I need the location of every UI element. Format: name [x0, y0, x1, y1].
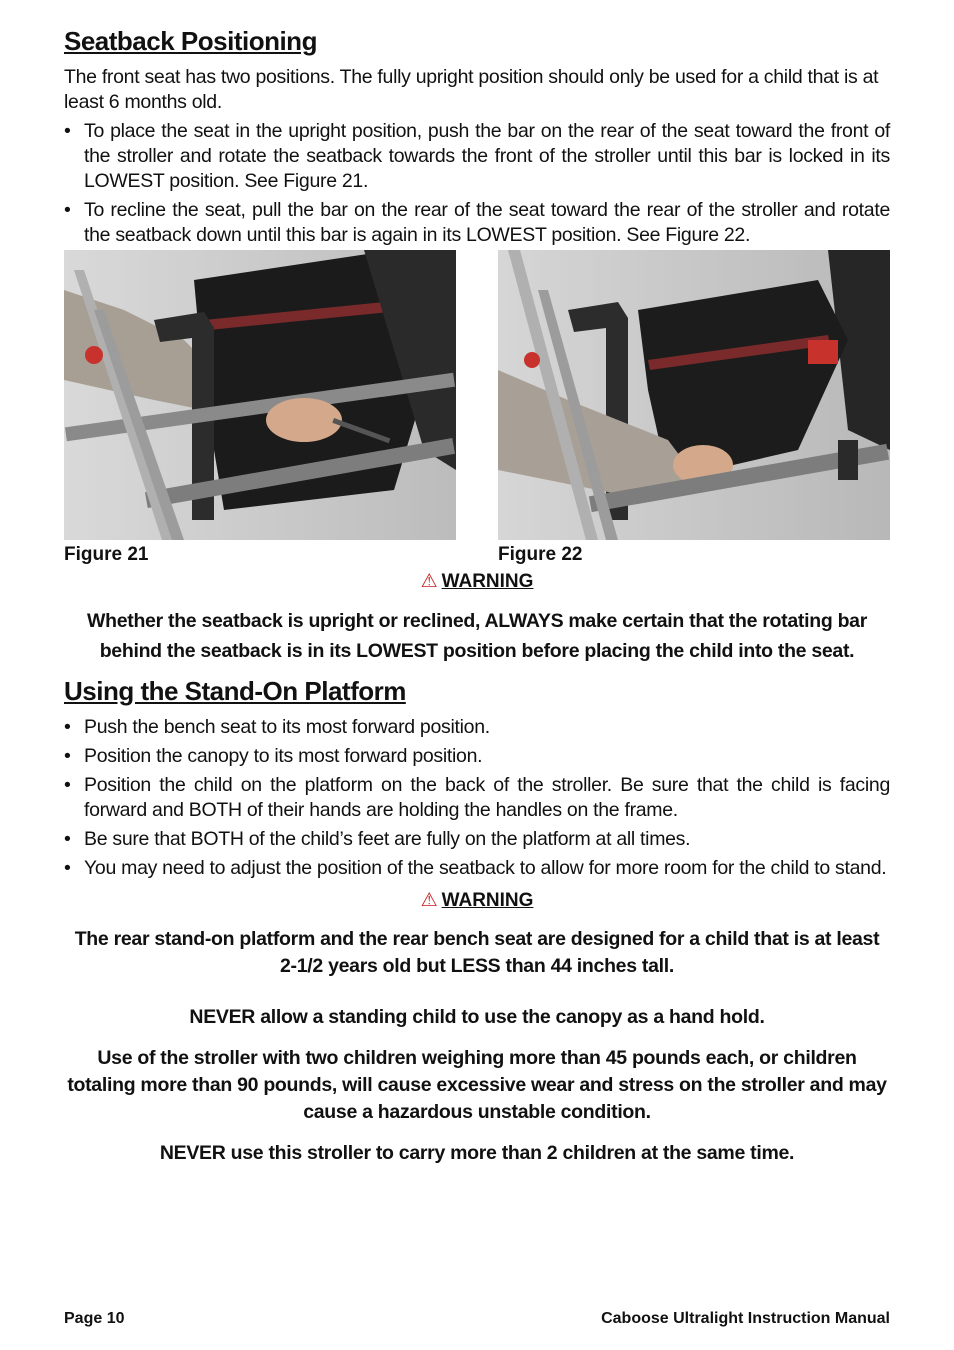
figure-21-photo: [64, 250, 456, 540]
figure-22-caption: Figure 22: [498, 544, 583, 565]
manual-page: [64, 26, 890, 1181]
warning-triangle-icon: ⚠: [420, 890, 438, 911]
figure-22-photo: [498, 250, 890, 540]
warning-heading-2: ⚠ WARNING: [420, 890, 534, 911]
figure-21-caption: Figure 21: [64, 544, 149, 565]
seatback-bullet-list: [64, 119, 890, 248]
section-title-seatback: Seatback Positioning: [64, 26, 317, 56]
figure-row: [64, 250, 890, 580]
warning-triangle-icon: ⚠: [420, 571, 438, 592]
list-item: • To place the seat in the upright position, push the bar on the rear of the seat toward the front of the stroller and rotate the seatback towards the front of the stroller until this bar is locked in its LOWEST position. See Figure 21.: [64, 120, 890, 192]
page-number: Page 10: [64, 1310, 125, 1327]
warning-text-1: Whether the seatback is upright or reclined, ALWAYS make certain that the rotating bar behind the seatback is in its LOWEST position before placing the child into the seat.: [86, 610, 868, 662]
warning-paragraph: Use of the stroller with two children weighing more than 45 pounds each, or children totaling more than 90 pounds, will cause excessive wear and stress on the stroller and may cause a hazardous unstable condition.: [67, 1047, 887, 1123]
list-item: • Position the child on the platform on the back of the stroller. Be sure that the child is facing forward and BOTH of their hands are holding the handles on the frame.: [64, 774, 890, 821]
warning-paragraph: NEVER allow a standing child to use the canopy as a hand hold.: [189, 1006, 765, 1028]
seatback-intro: The front seat has two positions. The fully upright position should only be used for a child that is at least 6 months old.: [64, 66, 879, 113]
warning-paragraph: NEVER use this stroller to carry more than 2 children at the same time.: [159, 1142, 795, 1164]
list-item: • Be sure that BOTH of the child’s feet are fully on the platform at all times.: [64, 828, 691, 850]
section-title-platform: Using the Stand-On Platform: [64, 676, 406, 706]
manual-title: Caboose Ultralight Instruction Manual: [601, 1310, 890, 1327]
list-item: • Push the bench seat to its most forward position.: [64, 716, 490, 738]
list-item: • You may need to adjust the position of the seatback to allow for more room for the child to stand.: [64, 857, 887, 879]
list-item: • Position the canopy to its most forward position.: [64, 745, 483, 767]
warning-paragraph: The rear stand-on platform and the rear bench seat are designed for a child that is at least 2-1/2 years old but LESS than 44 inches tall.: [74, 928, 880, 977]
platform-bullet-list: [64, 715, 890, 881]
warning-heading-1: ⚠ WARNING: [420, 571, 534, 592]
list-item: • To recline the seat, pull the bar on the rear of the seat toward the rear of the stroller and rotate the seatback down until this bar is again in its LOWEST position. See Figure 22.: [64, 199, 890, 246]
